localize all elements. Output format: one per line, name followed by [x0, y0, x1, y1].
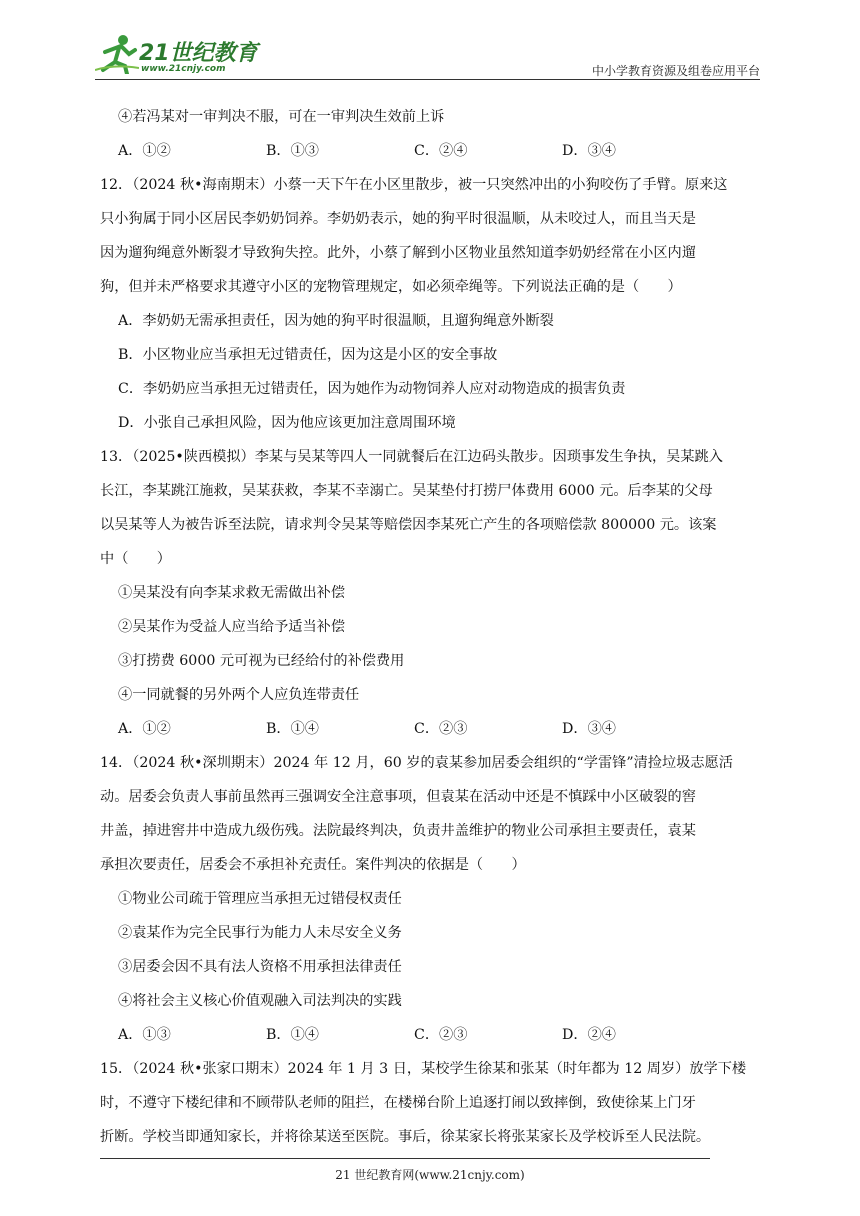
q13-choices — [118, 712, 770, 746]
q13-option-2: ②吴某作为受益人应当给予适当补偿 — [118, 619, 346, 635]
q15-stem-line-3: 折断。学校当即通知家长，并将徐某送至医院。事后，徐某家长将张某家长及学校诉至人民法院。 — [100, 1129, 711, 1145]
q12-option-d: D．小张自己承担风险，因为他应该更加注意周围环境 — [118, 415, 456, 431]
q12-option-b: B．小区物业应当承担无过错责任，因为这是小区的安全事故 — [118, 347, 498, 363]
q12-option-a: A．李奶奶无需承担责任，因为她的狗平时很温顺，且遛狗绳意外断裂 — [118, 313, 554, 329]
q12-stem-line-4: 狗，但并未严格要求其遵守小区的宠物管理规定，如必须牵绳等。下列说法正确的是（ ） — [100, 279, 682, 295]
q12-stem-line-2: 只小狗属于同小区居民李奶奶饲养。李奶奶表示，她的狗平时很温顺，从未咬过人，而且当天是 — [100, 211, 696, 227]
q14-option-4: ④将社会主义核心价值观融入司法判决的实践 — [118, 993, 402, 1009]
page-footer: 21 世纪教育网(www.21cnjy.com) — [335, 1168, 525, 1182]
choice-a: A．①② — [118, 143, 171, 159]
q15-stem-line-1: 15．（2024 秋•张家口期末）2024 年 1 月 3 日，某校学生徐某和张某（时年都为 12 周岁）放学下楼 — [100, 1061, 747, 1077]
choice-a: A．①③ — [118, 1027, 171, 1043]
header-divider — [95, 79, 760, 80]
choice-c: C．②③ — [414, 721, 468, 737]
q14-option-1: ①物业公司疏于管理应当承担无过错侵权责任 — [118, 891, 402, 907]
choice-b: B．①④ — [266, 721, 319, 737]
question-content — [100, 100, 770, 1154]
q14-option-3: ③居委会因不具有法人资格不用承担法律责任 — [118, 959, 402, 975]
q13-option-1: ①吴某没有向李某求救无需做出补偿 — [118, 585, 346, 601]
choice-c: C．②④ — [414, 143, 468, 159]
q13-stem-line-1: 13．（2025•陕西模拟）李某与吴某等四人一同就餐后在江边码头散步。因琐事发生争执，吴某跳入 — [100, 449, 723, 465]
choice-b: B．①④ — [266, 1027, 319, 1043]
choice-d: D．③④ — [562, 143, 616, 159]
q13-stem-line-3: 以吴某等人为被告诉至法院，请求判令吴某等赔偿因李某死亡产生的各项赔偿款 800000 元。该案 — [100, 517, 717, 533]
q13-option-4: ④一同就餐的另外两个人应负连带责任 — [118, 687, 360, 703]
q14-stem-line-4: 承担次要责任，居委会不承担补充责任。案件判决的依据是（ ） — [100, 857, 526, 873]
page-header — [95, 28, 760, 78]
q11-option-4: ④若冯某对一审判决不服，可在一审判决生效前上诉 — [118, 109, 445, 125]
choice-a: A．①② — [118, 721, 171, 737]
choice-b: B．①③ — [266, 143, 319, 159]
runner-logo-icon — [95, 34, 139, 74]
q14-stem-line-3: 井盖，掉进窖井中造成九级伤残。法院最终判决，负责井盖维护的物业公司承担主要责任，袁某 — [100, 823, 696, 839]
q15-stem-line-2: 时，不遵守下楼纪律和不顾带队老师的阻拦，在楼梯台阶上追逐打闹以致摔倒，致使徐某上门牙 — [100, 1095, 696, 1111]
footer-divider — [100, 1158, 710, 1159]
choice-d: D．②④ — [562, 1027, 616, 1043]
q13-stem-line-4: 中（ ） — [100, 551, 171, 567]
choice-d: D．③④ — [562, 721, 616, 737]
q14-choices — [118, 1018, 770, 1052]
choice-c: C．②③ — [414, 1027, 468, 1043]
q14-option-2: ②袁某作为完全民事行为能力人未尽安全义务 — [118, 925, 402, 941]
logo-sub-text: www.21cnjy.com — [141, 64, 226, 74]
logo-main-text: 21世纪教育 — [139, 41, 258, 66]
q12-stem-line-1: 12．（2024 秋•海南期末）小蔡一天下午在小区里散步，被一只突然冲出的小狗咬伤了手臂。原来这 — [100, 177, 728, 193]
q13-option-3: ③打捞费 6000 元可视为已经给付的补偿费用 — [118, 653, 405, 669]
q12-option-c: C．李奶奶应当承担无过错责任，因为她作为动物饲养人应对动物造成的损害负责 — [118, 381, 626, 397]
q12-stem-line-3: 因为遛狗绳意外断裂才导致狗失控。此外，小蔡了解到小区物业虽然知道李奶奶经常在小区内遛 — [100, 245, 696, 261]
q14-stem-line-2: 动。居委会负责人事前虽然再三强调安全注意事项，但袁某在活动中还是不慎踩中小区破裂的窖 — [100, 789, 696, 805]
platform-title: 中小学教育资源及组卷应用平台 — [591, 64, 760, 78]
site-logo — [95, 34, 275, 78]
q11-choices — [118, 134, 770, 168]
q13-stem-line-2: 长江，李某跳江施救，吴某获救，李某不幸溺亡。吴某垫付打捞尸体费用 6000 元。后李某的父母 — [100, 483, 713, 499]
q14-stem-line-1: 14．（2024 秋•深圳期末）2024 年 12 月，60 岁的袁某参加居委会组织的“学雷锋”清捡垃圾志愿活 — [100, 755, 733, 771]
